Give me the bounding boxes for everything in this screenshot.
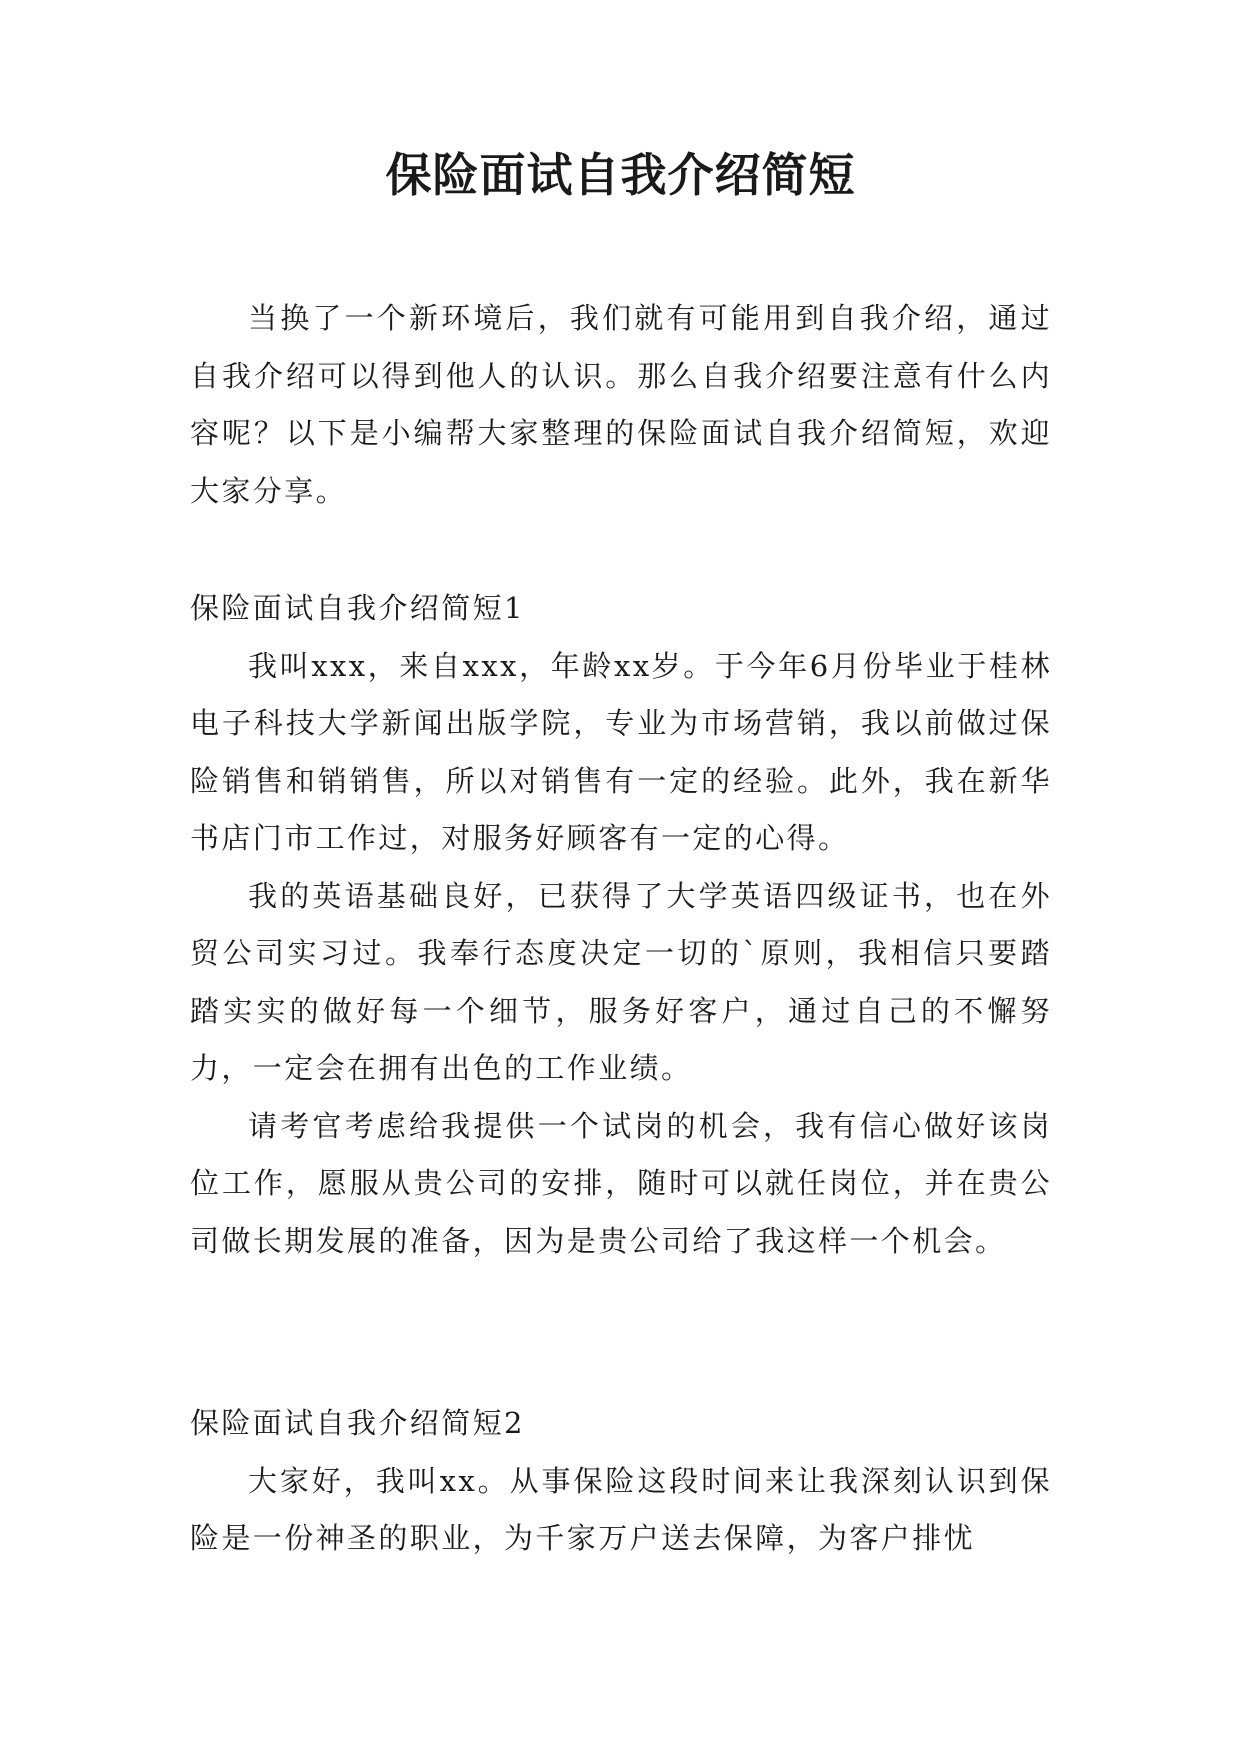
document-title: 保险面试自我介绍简短 — [385, 148, 856, 202]
section-paragraph: 我叫xxx，来自xxx，年龄xx岁。于今年6月份毕业于桂林电子科技大学新闻出版学院，专业为市场营销，我以前做过保险销售和销销售，所以对销售有一定的经验。此外，我在新华书店门市工作过，对服务好顾客有一定的心得。 — [190, 648, 1052, 855]
intro-paragraph: 当换了一个新环境后，我们就有可能用到自我介绍，通过自我介绍可以得到他人的认识。那么自我介绍要注意有什么内容呢？以下是小编帮大家整理的保险面试自我介绍简短，欢迎大家分享。 — [190, 301, 1052, 508]
section-heading: 保险面试自我介绍简短1 — [190, 591, 525, 625]
section-1 — [190, 580, 1052, 1270]
section-paragraph: 请考官考虑给我提供一个试岗的机会，我有信心做好该岗位工作，愿服从贵公司的安排，随时可以就任岗位，并在贵公司做长期发展的准备，因为是贵公司给了我这样一个机会。 — [190, 1108, 1052, 1258]
section-paragraph: 我的英语基础良好，已获得了大学英语四级证书，也在外贸公司实习过。我奉行态度决定一切的`原则，我相信只要踏踏实实的做好每一个细节，服务好客户，通过自己的不懈努力，一定会在拥有出色的工作业绩。 — [190, 878, 1052, 1085]
section-paragraph: 大家好，我叫xx。从事保险这段时间来让我深刻认识到保险是一份神圣的职业，为千家万户送去保障，为客户排忧 — [190, 1463, 1052, 1555]
section-2 — [190, 1395, 1052, 1568]
intro-block — [190, 290, 1052, 520]
section-heading: 保险面试自我介绍简短2 — [190, 1406, 525, 1440]
